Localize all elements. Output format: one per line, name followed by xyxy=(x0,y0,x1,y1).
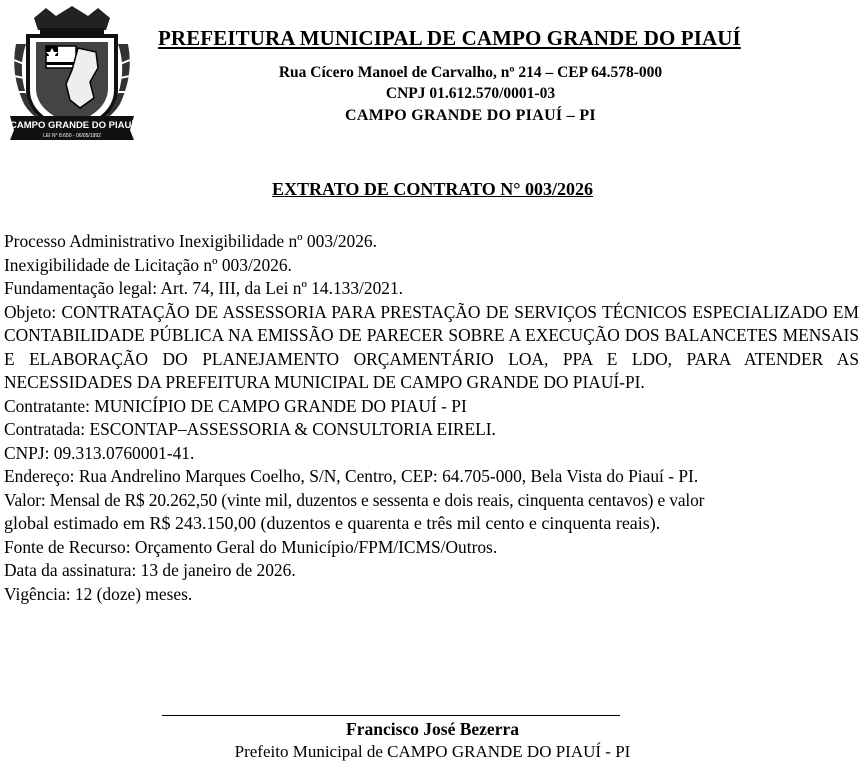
object-paragraph: Objeto: CONTRATAÇÃO DE ASSESSORIA PARA PRESTAÇÃO DE SERVIÇOS TÉCNICOS ESPECIALIZADO EM CONTABILIDADE PÚBLICA NA EMISSÃO DE PARECER SOBRE A EXECUÇÃO DOS BALANCETES MENSAIS E ELABORAÇÃO DO PLANEJAMENTO ORÇAMENTÁRIO LOA, PPA E LDO, PARA ATENDER AS NECESSIDADES DA PREFEITURA MUNICIPAL DE CAMPO GRANDE DO PIAUÍ-PI. xyxy=(4,301,859,392)
municipal-crest-logo xyxy=(6,4,138,144)
contract-body xyxy=(4,230,859,606)
process-line: Processo Administrativo Inexigibilidade nº 003/2026. xyxy=(4,231,377,251)
value-line-1: Valor: Mensal de R$ 20.262,50 (vinte mil, duzentos e sessenta e dois reais, cinquenta centavos) e valor xyxy=(4,489,705,510)
header-city: CAMPO GRANDE DO PIAUÍ – PI xyxy=(345,107,596,124)
signature-line xyxy=(162,715,620,716)
legal-basis-line: Fundamentação legal: Art. 74, III, da Lei nº 14.133/2021. xyxy=(4,278,403,298)
crest-banner-text: CAMPO GRANDE DO PIAUÍ xyxy=(9,120,135,131)
contracted-party-line: Contratada: ESCONTAP–ASSESSORIA & CONSULTORIA EIRELI. xyxy=(4,419,496,439)
inexigibility-line: Inexigibilidade de Licitação nº 003/2026. xyxy=(4,254,292,275)
contracted-cnpj-line: CNPJ: 09.313.0760001-41. xyxy=(4,442,195,463)
header-address: Rua Cícero Manoel de Carvalho, nº 214 – CEP 64.578-000 xyxy=(278,64,663,81)
value-line-2: global estimado em R$ 243.150,00 (duzentos e quarenta e três mil cento e cinquenta reais). xyxy=(4,513,661,533)
header-cnpj: CNPJ 01.612.570/0001-03 xyxy=(385,85,556,102)
signature-date-line: Data da assinatura: 13 de janeiro de 2026. xyxy=(4,560,296,580)
validity-line: Vigência: 12 (doze) meses. xyxy=(4,583,193,604)
document-title: EXTRATO DE CONTRATO N° 003/2026 xyxy=(272,179,593,199)
signatory-name: Francisco José Bezerra xyxy=(346,719,519,739)
header-title: PREFEITURA MUNICIPAL DE CAMPO GRANDE DO PIAUÍ xyxy=(158,26,741,50)
contracting-party-line: Contratante: MUNICÍPIO DE CAMPO GRANDE DO PIAUÍ - PI xyxy=(4,395,467,416)
funding-source-line: Fonte de Recurso: Orçamento Geral do Município/FPM/ICMS/Outros. xyxy=(4,536,498,557)
signatory-role: Prefeito Municipal de CAMPO GRANDE DO PIAUÍ - PI xyxy=(234,742,631,761)
contracted-address-line: Endereço: Rua Andrelino Marques Coelho, S/N, Centro, CEP: 64.705-000, Bela Vista do Piauí - PI. xyxy=(4,466,699,486)
crest-banner-subtext: LEI N° 8.650 - 06/05/1992 xyxy=(43,133,101,139)
